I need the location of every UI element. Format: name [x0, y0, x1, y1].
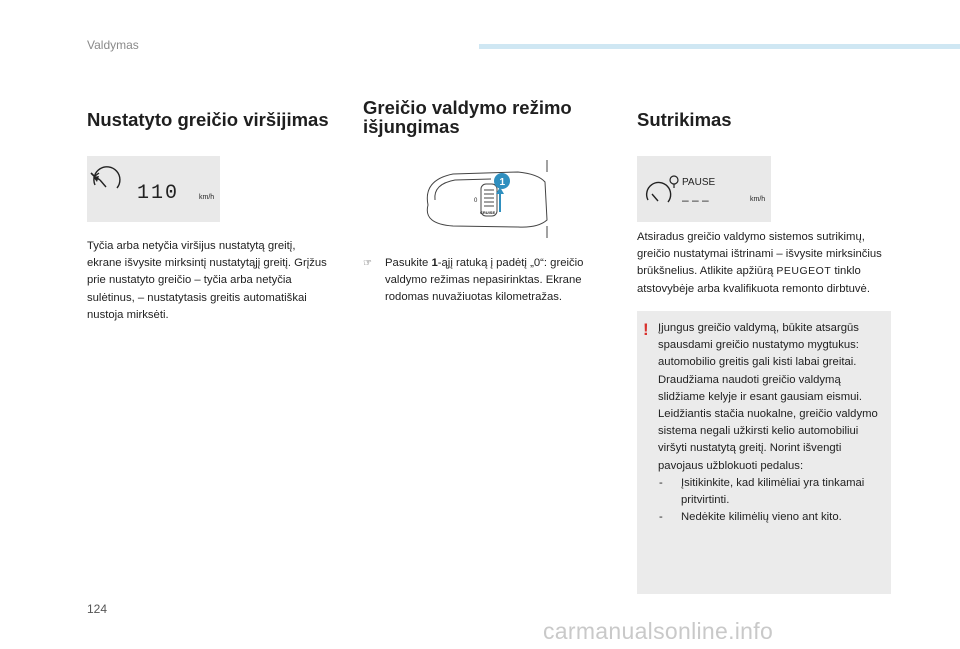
speedometer-icon [647, 182, 671, 202]
instruction-item-number: 1 [431, 257, 438, 269]
list-item-text: Nedėkite kilimėlių vieno ant kito. [681, 511, 842, 524]
error-dashes: – – – [682, 193, 709, 207]
header-bar [479, 44, 960, 49]
speed-display-panel [87, 156, 220, 222]
malfunction-text-start: Atsiradus greičio valdymo sistemos sutrikimų, greičio nustatymai ištrinami – išvysite mirksinčius brūkšnelius. Atlikite apžiūrą [637, 231, 882, 278]
list-item-text: Įsitikinkite, kad kilimėliai yra tinkamai pritvirtinti. [681, 477, 865, 507]
warning-list [658, 475, 886, 527]
heading-cruise-off-line2: išjungimas [363, 116, 460, 137]
heading-malfunction: Sutrikimas [637, 109, 732, 130]
finger-pointer-icon: ☞ [363, 258, 372, 269]
set-speed-value: 110 [137, 182, 180, 205]
warning-text: Įjungus greičio valdymą, būkite atsargūs spausdami greičio nustatymo mygtukus: automobilio greitis gali kisti labai greitai. Draudžiama naudoti greičio valdymą slidžiame kelyje ir esant gausiam eismui. Leidžiantis stačia nuokalne, greičio valdymo sistema negali užkirsti kelio automobiliui viršyti nustatytą greitį. Norint išvengti pavojaus užblokuoti pedalus: [658, 322, 878, 472]
exclamation-warning-icon: ! [643, 320, 649, 339]
lever-cruise-label: CRUISE [480, 210, 496, 215]
lever-zero-label: 0 [474, 198, 478, 204]
heading-cruise-off-line1: Greičio valdymo režimo [363, 97, 572, 118]
pause-bulb-icon [670, 176, 678, 188]
section-title: Valdymas [87, 38, 139, 52]
pause-status: PAUSE [682, 177, 716, 188]
instruction-text-start: Pasukite [385, 257, 432, 269]
malfunction-text [637, 229, 887, 298]
instruction-text-end: -ąjį ratuką į padėtį „0“: greičio valdymo režimas nepasirinktas. Ekrane rodomas nuvažiuotas kilometražas. [385, 257, 584, 304]
list-dash: - [659, 477, 663, 489]
lever-illustration [423, 160, 553, 240]
page-number: 124 [87, 602, 108, 616]
cruise-lever-figure [423, 160, 553, 240]
speed-unit: km/h [199, 194, 215, 201]
malfunction-display [637, 156, 771, 222]
list-dash: - [659, 511, 663, 524]
malfunction-text-end: tinklo atstovybėje arba kvalifikuota remonto dirbtuvė. [637, 265, 870, 295]
brand-name: PEUGEOT [776, 265, 832, 278]
callout-number: 1 [499, 177, 506, 188]
instruction-text [385, 255, 605, 307]
speed-unit: km/h [750, 196, 766, 203]
speedometer-display [87, 156, 220, 222]
malfunction-display-panel [637, 156, 771, 222]
speed-exceeded-text: Tyčia arba netyčia viršijus nustatytą greitį, ekrane išvysite mirksintį nustatytąjį greitį. Grįžus prie nustatyto greičio – tyčia arba netyčia sulėtinus, – nustatytasis greitis automatiškai nustoja mirksėti. [87, 240, 327, 321]
watermark: carmanualsonline.info [543, 618, 774, 644]
list-item [658, 475, 886, 509]
heading-speed-exceeded: Nustatyto greičio viršijimas [87, 109, 329, 130]
list-item [658, 509, 886, 526]
